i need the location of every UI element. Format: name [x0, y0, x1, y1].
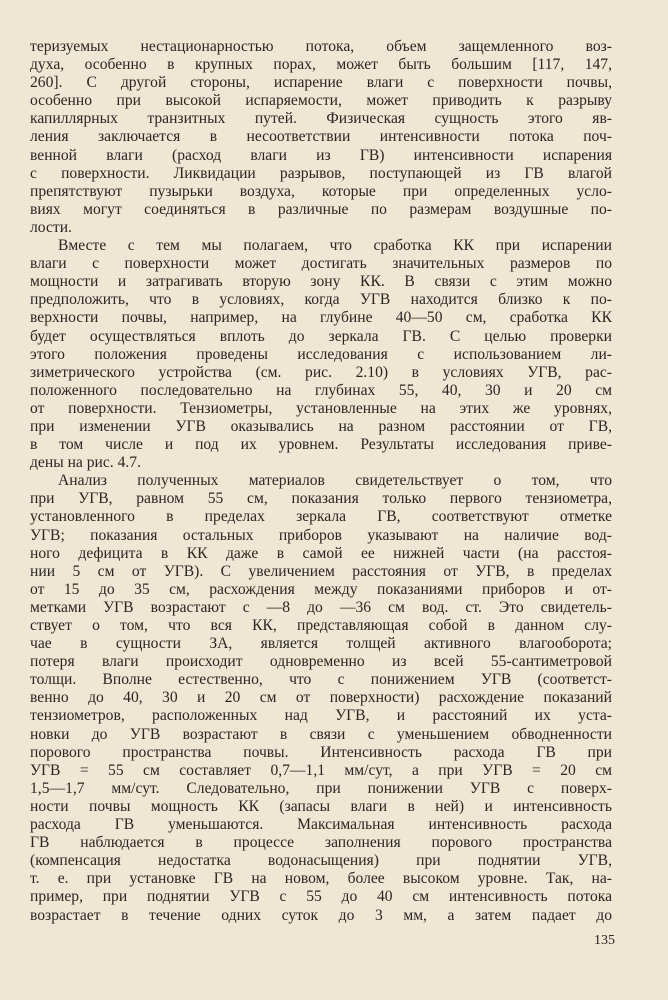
text-line: венно до 40, 30 и 20 см от поверхности) расхождение показаний	[30, 689, 612, 707]
text-line: пример, при поднятии УГВ с 55 до 40 см интенсивность потока	[30, 888, 612, 906]
text-line: ного дефицита в КК даже в самой ее нижней части (на расстоя-	[30, 544, 612, 562]
text-line: предположить, что в условиях, когда УГВ находится близко к по-	[30, 291, 612, 309]
text-line: при УГВ, равном 55 см, показания только первого тензиометра,	[30, 490, 612, 508]
text-line: УГВ; показания остальных приборов указывают на наличие вод-	[30, 526, 612, 544]
paragraph	[30, 237, 612, 472]
text-line: этого положения проведены исследования с использованием ли-	[30, 345, 612, 363]
text-line: порового пространства почвы. Интенсивность расхода ГВ при	[30, 743, 612, 761]
text-line: 260]. С другой стороны, испарение влаги с поверхности почвы,	[30, 74, 612, 92]
text-line: ГВ наблюдается в процессе заполнения порового пространства	[30, 834, 612, 852]
text-line: чае в сущности ЗА, является толщей активного влагооборота;	[30, 635, 612, 653]
page-number: 135	[594, 933, 615, 948]
text-line: от поверхности. Тензиометры, установленные на этих же уровнях,	[30, 399, 612, 417]
text-line: расхода ГВ уменьшаются. Максимальная интенсивность расхода	[30, 816, 612, 834]
text-line: лости.	[30, 218, 72, 236]
text-line: потеря влаги происходит одновременно из всей 55-сантиметровой	[30, 653, 612, 671]
text-line: УГВ = 55 см составляет 0,7—1,1 мм/сут, а при УГВ = 20 см	[30, 761, 612, 779]
text-line: (компенсация недостатка водонасыщения) при поднятии УГВ,	[30, 852, 612, 870]
text-line: толщи. Вполне естественно, что с понижением УГВ (соответст-	[30, 671, 612, 689]
text-line: капиллярных транзитных путей. Физическая сущность этого яв-	[30, 110, 612, 128]
body-text	[30, 38, 612, 925]
text-line: т. е. при установке ГВ на новом, более высоком уровне. Так, на-	[30, 870, 612, 888]
text-line: венной влаги (расход влаги из ГВ) интенсивности испарения	[30, 146, 612, 164]
text-line: ления заключается в несоответствии интенсивности потока поч-	[30, 128, 612, 146]
text-line: виях могут соединяться в различные по размерам воздушные по-	[30, 200, 612, 218]
text-line: Вместе с тем мы полагаем, что сработка КК при испарении	[58, 237, 612, 255]
text-line: будет осуществляться вплоть до зеркала ГВ. С целью проверки	[30, 327, 612, 345]
text-line: 1,5—1,7 мм/сут. Следовательно, при понижении УГВ с поверх-	[30, 779, 612, 797]
text-line: влаги с поверхности может достигать значительных размеров по	[30, 255, 612, 273]
text-line: возрастает в течение одних суток до 3 мм, а затем падает до	[30, 906, 612, 924]
text-line: ствует о том, что вся КК, представляющая собой в данном слу-	[30, 617, 612, 634]
text-line: тензиометров, расположенных над УГВ, и расстояний их уста-	[30, 707, 612, 725]
text-line: положенного последовательно на глубинах 55, 40, 30 и 20 см	[30, 381, 612, 399]
text-line: нии 5 см от УГВ). С увеличением расстояния от УГВ, в пределах	[30, 562, 612, 580]
text-line: установленного в пределах зеркала ГВ, соответствуют отметке	[30, 508, 612, 526]
text-line: при изменении УГВ оказывались на разном расстоянии от ГВ,	[30, 417, 612, 435]
text-line: духа, особенно в крупных порах, может быть большим [117, 147,	[30, 56, 612, 74]
text-line: дены на рис. 4.7.	[30, 454, 141, 472]
text-line: мощности и затрагивать вторую зону КК. В связи с этим можно	[30, 273, 612, 291]
paragraph	[30, 472, 612, 924]
text-line: от 15 до 35 см, расхождения между показаниями приборов и от-	[30, 580, 612, 598]
text-line: препятствуют пузырьки воздуха, которые при определенных усло-	[30, 182, 612, 200]
text-line: с поверхности. Ликвидации разрывов, поступающей из ГВ влагой	[30, 164, 612, 182]
text-line: теризуемых нестационарностью потока, объем защемленного воз-	[30, 38, 612, 55]
text-line: новки до УГВ возрастают в связи с уменьшением обводненности	[30, 725, 612, 743]
text-line: ности почвы мощность КК (запасы влаги в ней) и интенсивность	[30, 797, 612, 815]
text-line: Анализ полученных материалов свидетельствует о том, что	[58, 472, 612, 490]
text-line: метками УГВ возрастают с —8 до —36 см вод. ст. Это свидетель-	[30, 598, 612, 616]
text-line: в том числе и под их уровнем. Результаты исследования приве-	[30, 436, 612, 454]
text-line: зиметрического устройства (см. рис. 2.10) в условиях УГВ, рас-	[30, 363, 612, 381]
text-line: особенно при высокой испаряемости, может приводить к разрыву	[30, 92, 612, 110]
paragraph	[30, 38, 612, 237]
text-line: верхности почвы, например, на глубине 40—50 см, сработка КК	[30, 309, 612, 327]
